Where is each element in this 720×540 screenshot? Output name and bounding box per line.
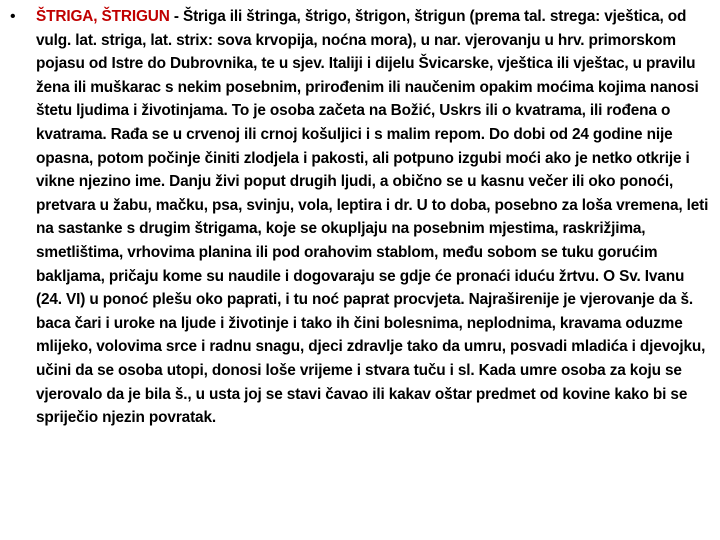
term-heading: ŠTRIGA, ŠTRIGUN bbox=[36, 8, 170, 25]
definition-text: Štriga ili štringa, štrigo, štrigon, štrigun (prema tal. strega: vještica, od vulg. lat. striga, lat. strix: sova krvopija, noćna mora), u nar. vjerovanju u hrv. primorskom pojasu od Istre do Dubrovnika, te u sjev. Italiji i dijelu Švicarske, vještica ili vještac, u pravilu žena ili muškarac s nekim posebnim, prirođenim ili naučenim opakim moćima kojima nanosi štetu ljudima i životinjama. To je osoba začeta na Božić, Uskrs ili o kvatrama, ili rođena o kvatrama. Rađa se u crvenoj ili crnoj košuljici i s malim repom. Do dobi od 24 godine nije opasna, potom počinje činiti zlodjela i pakosti, ali potpuno izgubi moći ako je netko otkrije i vikne njezino ime. Danju živi poput drugih ljudi, a obično se u kasnu večer ili oko ponoći, pretvara u žabu, mačku, psa, svinju, vola, leptira i dr. U to doba, posebno za loša vremena, leti na sastanke s drugim štrigama, koje se okupljaju na posebnim mjestima, raskrižjima, smetlištima, vrhovima planina ili pod orahovim stablom, među sobom se tuku gorućim bakljama, pričaju kome su naudile i dogovaraju se gdje će pronaći iduću žrtvu. O Sv. Ivanu (24. VI) u ponoć plešu oko paprati, i tu noć paprat procvjeta. Najraširenije je vjerovanje da š. baca čari i uroke na ljude i životinje i tako ih čini bolesnima, neplodnima, kravama oduzme mlijeko, volovima srce i radnu snagu, djeci zdravlje tako da umru, posvadi mladića i djevojku, učini da se osoba utopi, donosi loše vrijeme i stvara tuču i sl. Kada umre osoba za koju se vjerovalo da je bila š., u usta joj se stavi čavao ili kakav oštar predmet od kovine kako bi se spriječio njezin povratak. bbox=[36, 8, 709, 427]
term-separator: - bbox=[169, 8, 183, 25]
bullet-icon: • bbox=[10, 8, 16, 25]
bullet-paragraph bbox=[36, 5, 712, 430]
bullet-item bbox=[10, 5, 712, 430]
